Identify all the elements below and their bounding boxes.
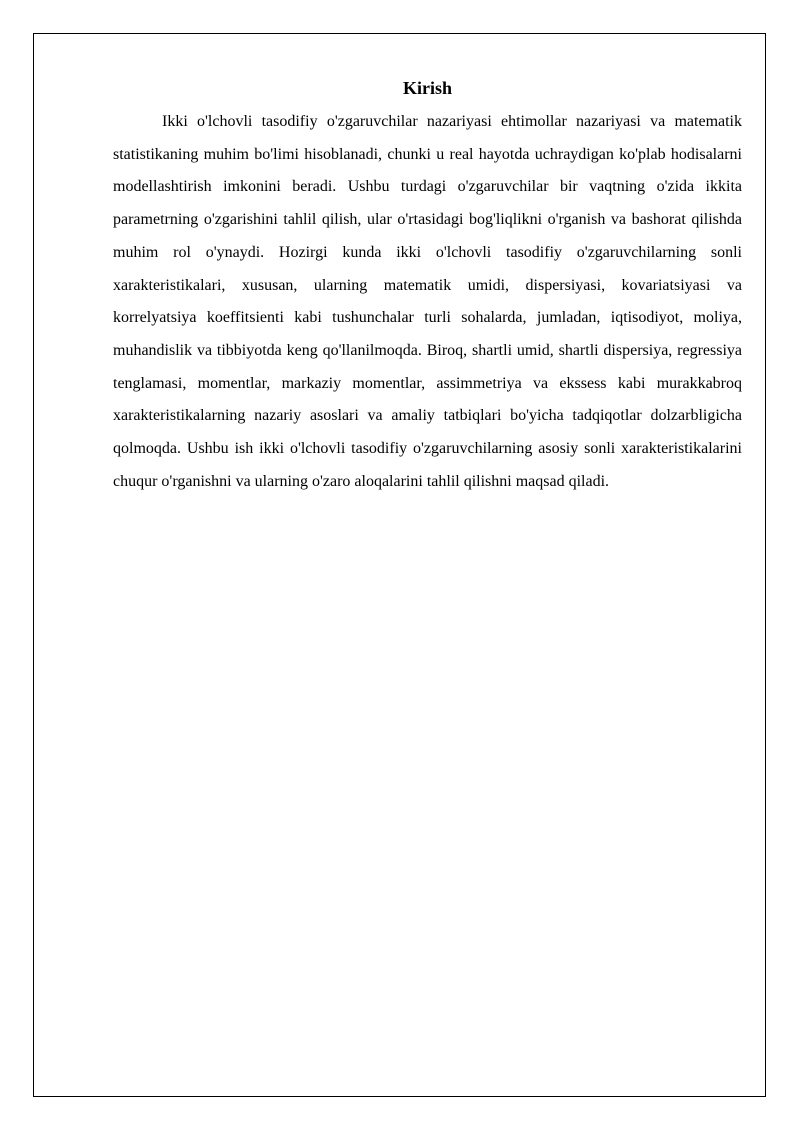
- body-paragraph: Ikki o'lchovli tasodifiy o'zgaruvchilar nazariyasi ehtimollar nazariyasi va matematik statistikaning muhim bo'limi hisoblanadi, chunki u real hayotda uchraydigan ko'plab hodisalarni modellashtirish imkonini beradi. Ushbu turdagi o'zgaruvchilar bir vaqtning o'zida ikkita parametrning o'zgarishini tahlil qilish, ular o'rtasidagi bog'liqlikni o'rganish va bashorat qilishda muhim rol o'ynaydi. Hozirgi kunda ikki o'lchovli tasodifiy o'zgaruvchilarning sonli xarakteristikalari, xususan, ularning matematik umidi, dispersiyasi, kovariatsiyasi va korrelyatsiya koeffitsienti kabi tushunchalar turli sohalarda, jumladan, iqtisodiyot, moliya, muhandislik va tibbiyotda keng qo'llanilmoqda. Biroq, shartli umid, shartli dispersiya, regressiya tenglamasi, momentlar, markaziy momentlar, assimmetriya va ekssess kabi murakkabroq xarakteristikalarning nazariy asoslari va amaliy tatbiqlari bo'yicha tadqiqotlar dolzarbligicha qolmoqda. Ushbu ish ikki o'lchovli tasodifiy o'zgaruvchilarning asosiy sonli xarakteristikalarini chuqur o'rganishni va ularning o'zaro aloqalarini tahlil qilishni maqsad qiladi.: [113, 113, 742, 490]
- section-title: Kirish: [402, 78, 452, 98]
- page-content: [113, 76, 742, 498]
